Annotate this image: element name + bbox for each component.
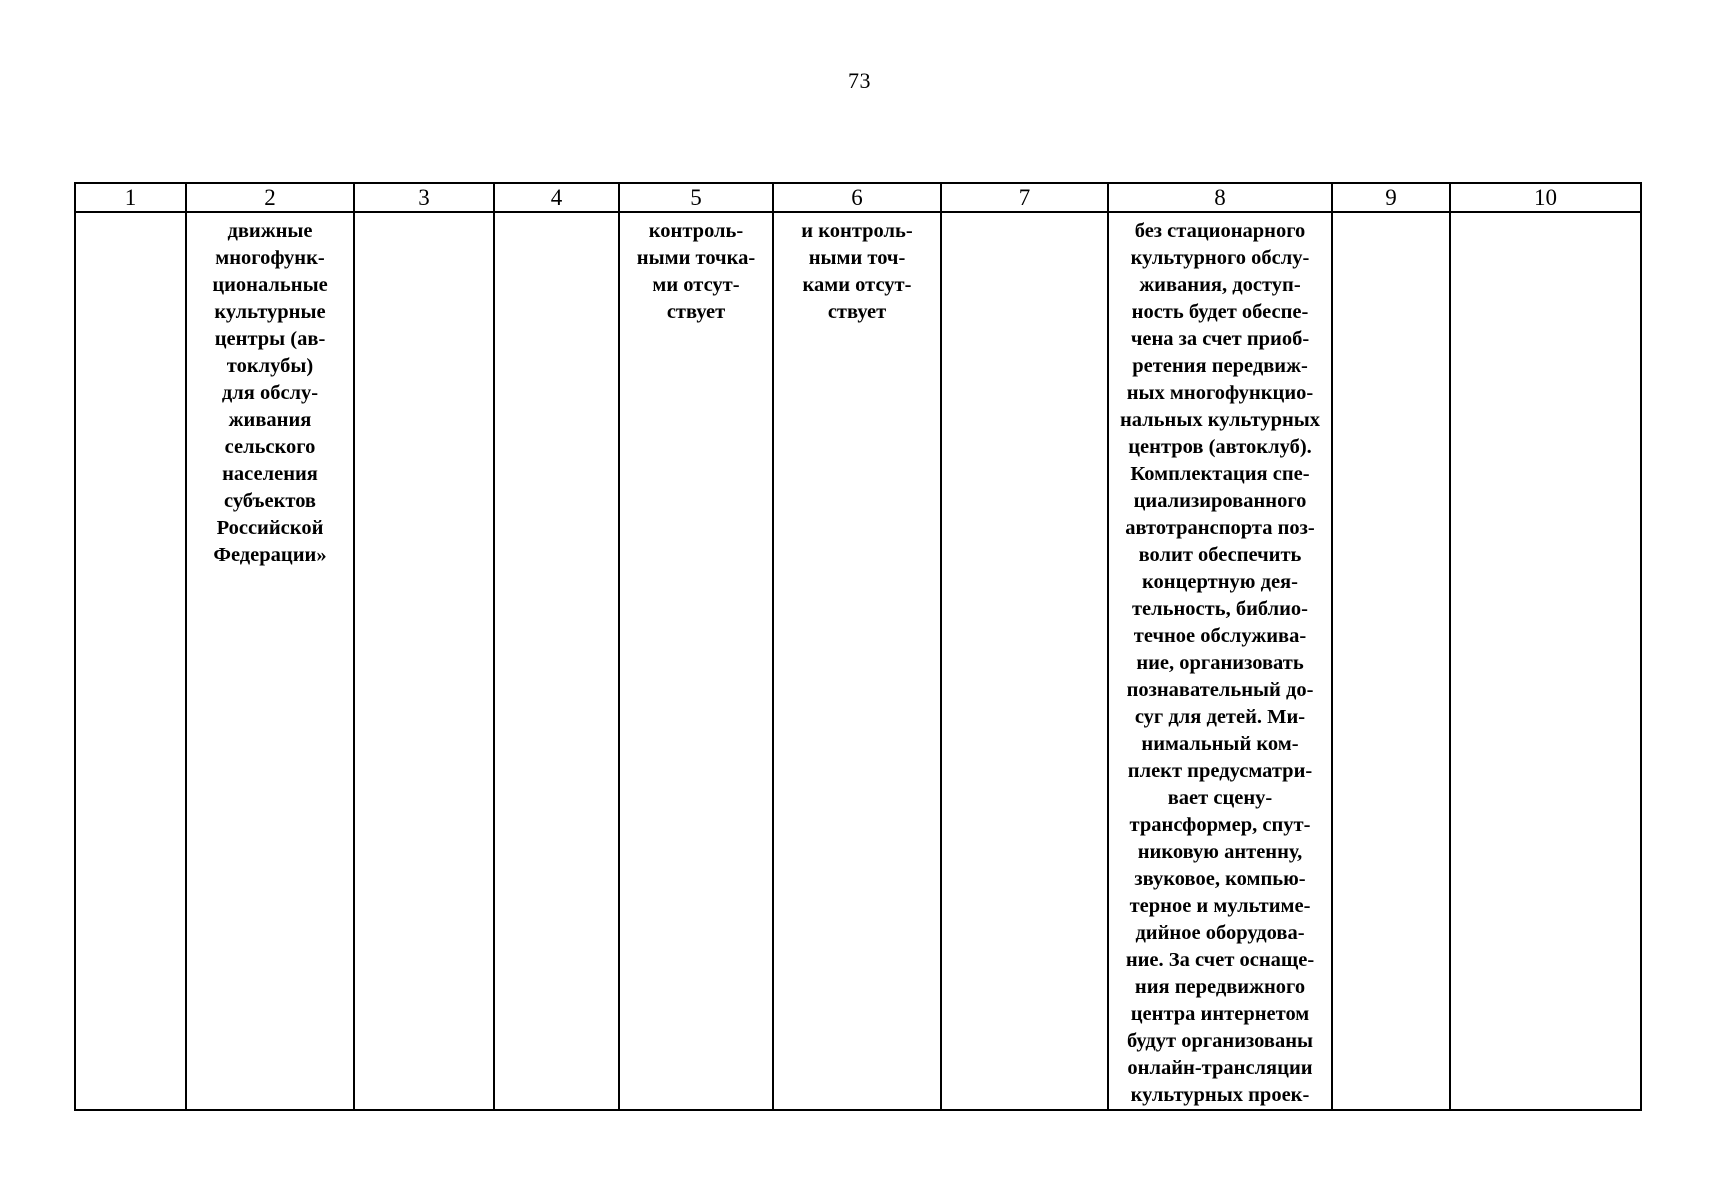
column-header-6: 6 bbox=[773, 183, 941, 212]
cell-text-line: живания, доступ- bbox=[1139, 274, 1301, 296]
cell-text-line: ками отсут- bbox=[802, 274, 912, 296]
cell-text-line: ния передвижного bbox=[1134, 976, 1306, 998]
cell-text-line: циональные bbox=[212, 274, 328, 296]
cell-text-line: населения bbox=[222, 463, 318, 485]
cell-text-line: контроль- bbox=[648, 220, 744, 242]
cell-text-line: Комплектация спе- bbox=[1130, 463, 1310, 485]
column-header-2: 2 bbox=[186, 183, 354, 212]
cell-text-line: ретения передвиж- bbox=[1132, 355, 1308, 377]
cell-text-line: нальных культурных bbox=[1119, 409, 1321, 431]
cell-text-line: познавательный до- bbox=[1126, 679, 1314, 701]
cell-text-line: ными точка- bbox=[636, 247, 756, 269]
cell-text-line: культурные bbox=[214, 301, 326, 323]
cell-text-line: ние. За счет оснаще- bbox=[1125, 949, 1315, 971]
column-header-10: 10 bbox=[1450, 183, 1641, 212]
cell-text-line: суг для детей. Ми- bbox=[1134, 706, 1306, 728]
cell-col5 bbox=[619, 212, 773, 1110]
cell-text-line: автотранспорта поз- bbox=[1125, 517, 1315, 539]
cell-text-line: нимальный ком- bbox=[1141, 733, 1299, 755]
cell-col1 bbox=[75, 212, 186, 1110]
cell-text-line: живания bbox=[228, 409, 312, 431]
cell-text-line: дийное оборудова- bbox=[1135, 922, 1305, 944]
column-header-1: 1 bbox=[75, 183, 186, 212]
cell-text-line: токлубы) bbox=[226, 355, 314, 377]
column-header-5: 5 bbox=[619, 183, 773, 212]
cell-text-line: центры (ав- bbox=[214, 328, 326, 350]
cell-text-line: Федерации» bbox=[213, 544, 327, 566]
cell-text-line: без стационарного bbox=[1134, 220, 1306, 242]
data-table bbox=[74, 182, 1642, 1111]
column-header-7: 7 bbox=[941, 183, 1108, 212]
cell-text-line: будут организованы bbox=[1126, 1030, 1314, 1052]
cell-text-line: субъектов bbox=[223, 490, 317, 512]
cell-text-line: звуковое, компью- bbox=[1134, 868, 1306, 890]
cell-text-line: ствует bbox=[827, 301, 887, 323]
cell-text-line: движные bbox=[227, 220, 313, 242]
cell-text-line: плект предусматри- bbox=[1127, 760, 1313, 782]
page-number: 73 bbox=[848, 68, 871, 93]
cell-col7 bbox=[941, 212, 1108, 1110]
cell-text-line: культурных проек- bbox=[1130, 1084, 1310, 1106]
cell-text-line: вает сцену- bbox=[1167, 787, 1273, 809]
cell-text-line: чена за счет приоб- bbox=[1130, 328, 1310, 350]
column-header-9: 9 bbox=[1332, 183, 1450, 212]
cell-col4 bbox=[494, 212, 619, 1110]
cell-text-line: многофунк- bbox=[215, 247, 325, 269]
cell-text-line: волит обеспечить bbox=[1138, 544, 1302, 566]
cell-col10 bbox=[1450, 212, 1641, 1110]
cell-text-line: Российской bbox=[216, 517, 324, 539]
cell-text-line: ность будет обеспе- bbox=[1131, 301, 1309, 323]
cell-text-line: онлайн-трансляции bbox=[1127, 1057, 1313, 1079]
column-header-4: 4 bbox=[494, 183, 619, 212]
cell-text-line: ными точ- bbox=[808, 247, 906, 269]
cell-text-line: культурного обслу- bbox=[1130, 247, 1310, 269]
cell-col2 bbox=[186, 212, 354, 1110]
cell-text-line: и контроль- bbox=[801, 220, 913, 242]
cell-text-line: никовую антенну, bbox=[1137, 841, 1303, 863]
cell-text-line: для обслу- bbox=[221, 382, 319, 404]
table-header-row bbox=[75, 183, 1641, 212]
cell-col8 bbox=[1108, 212, 1332, 1110]
cell-text-line: центров (автоклуб). bbox=[1128, 436, 1312, 458]
cell-text-line: ние, организовать bbox=[1136, 652, 1304, 674]
cell-text-line: трансформер, спут- bbox=[1129, 814, 1311, 836]
column-header-8: 8 bbox=[1108, 183, 1332, 212]
cell-text-line: ми отсут- bbox=[652, 274, 740, 296]
cell-text-line: тельность, библио- bbox=[1131, 598, 1309, 620]
cell-text-line: ных многофункцио- bbox=[1126, 382, 1314, 404]
cell-text-line: сельского bbox=[224, 436, 316, 458]
cell-text-line: течное обслужива- bbox=[1133, 625, 1307, 647]
cell-text-line: терное и мультиме- bbox=[1129, 895, 1311, 917]
cell-col9 bbox=[1332, 212, 1450, 1110]
column-header-3: 3 bbox=[354, 183, 494, 212]
cell-text-line: концертную дея- bbox=[1142, 571, 1298, 593]
cell-col3 bbox=[354, 212, 494, 1110]
cell-text-line: циализированного bbox=[1133, 490, 1307, 512]
table-row bbox=[75, 212, 1641, 1110]
cell-col6 bbox=[773, 212, 941, 1110]
cell-text-line: ствует bbox=[666, 301, 726, 323]
cell-text-line: центра интернетом bbox=[1130, 1003, 1310, 1025]
